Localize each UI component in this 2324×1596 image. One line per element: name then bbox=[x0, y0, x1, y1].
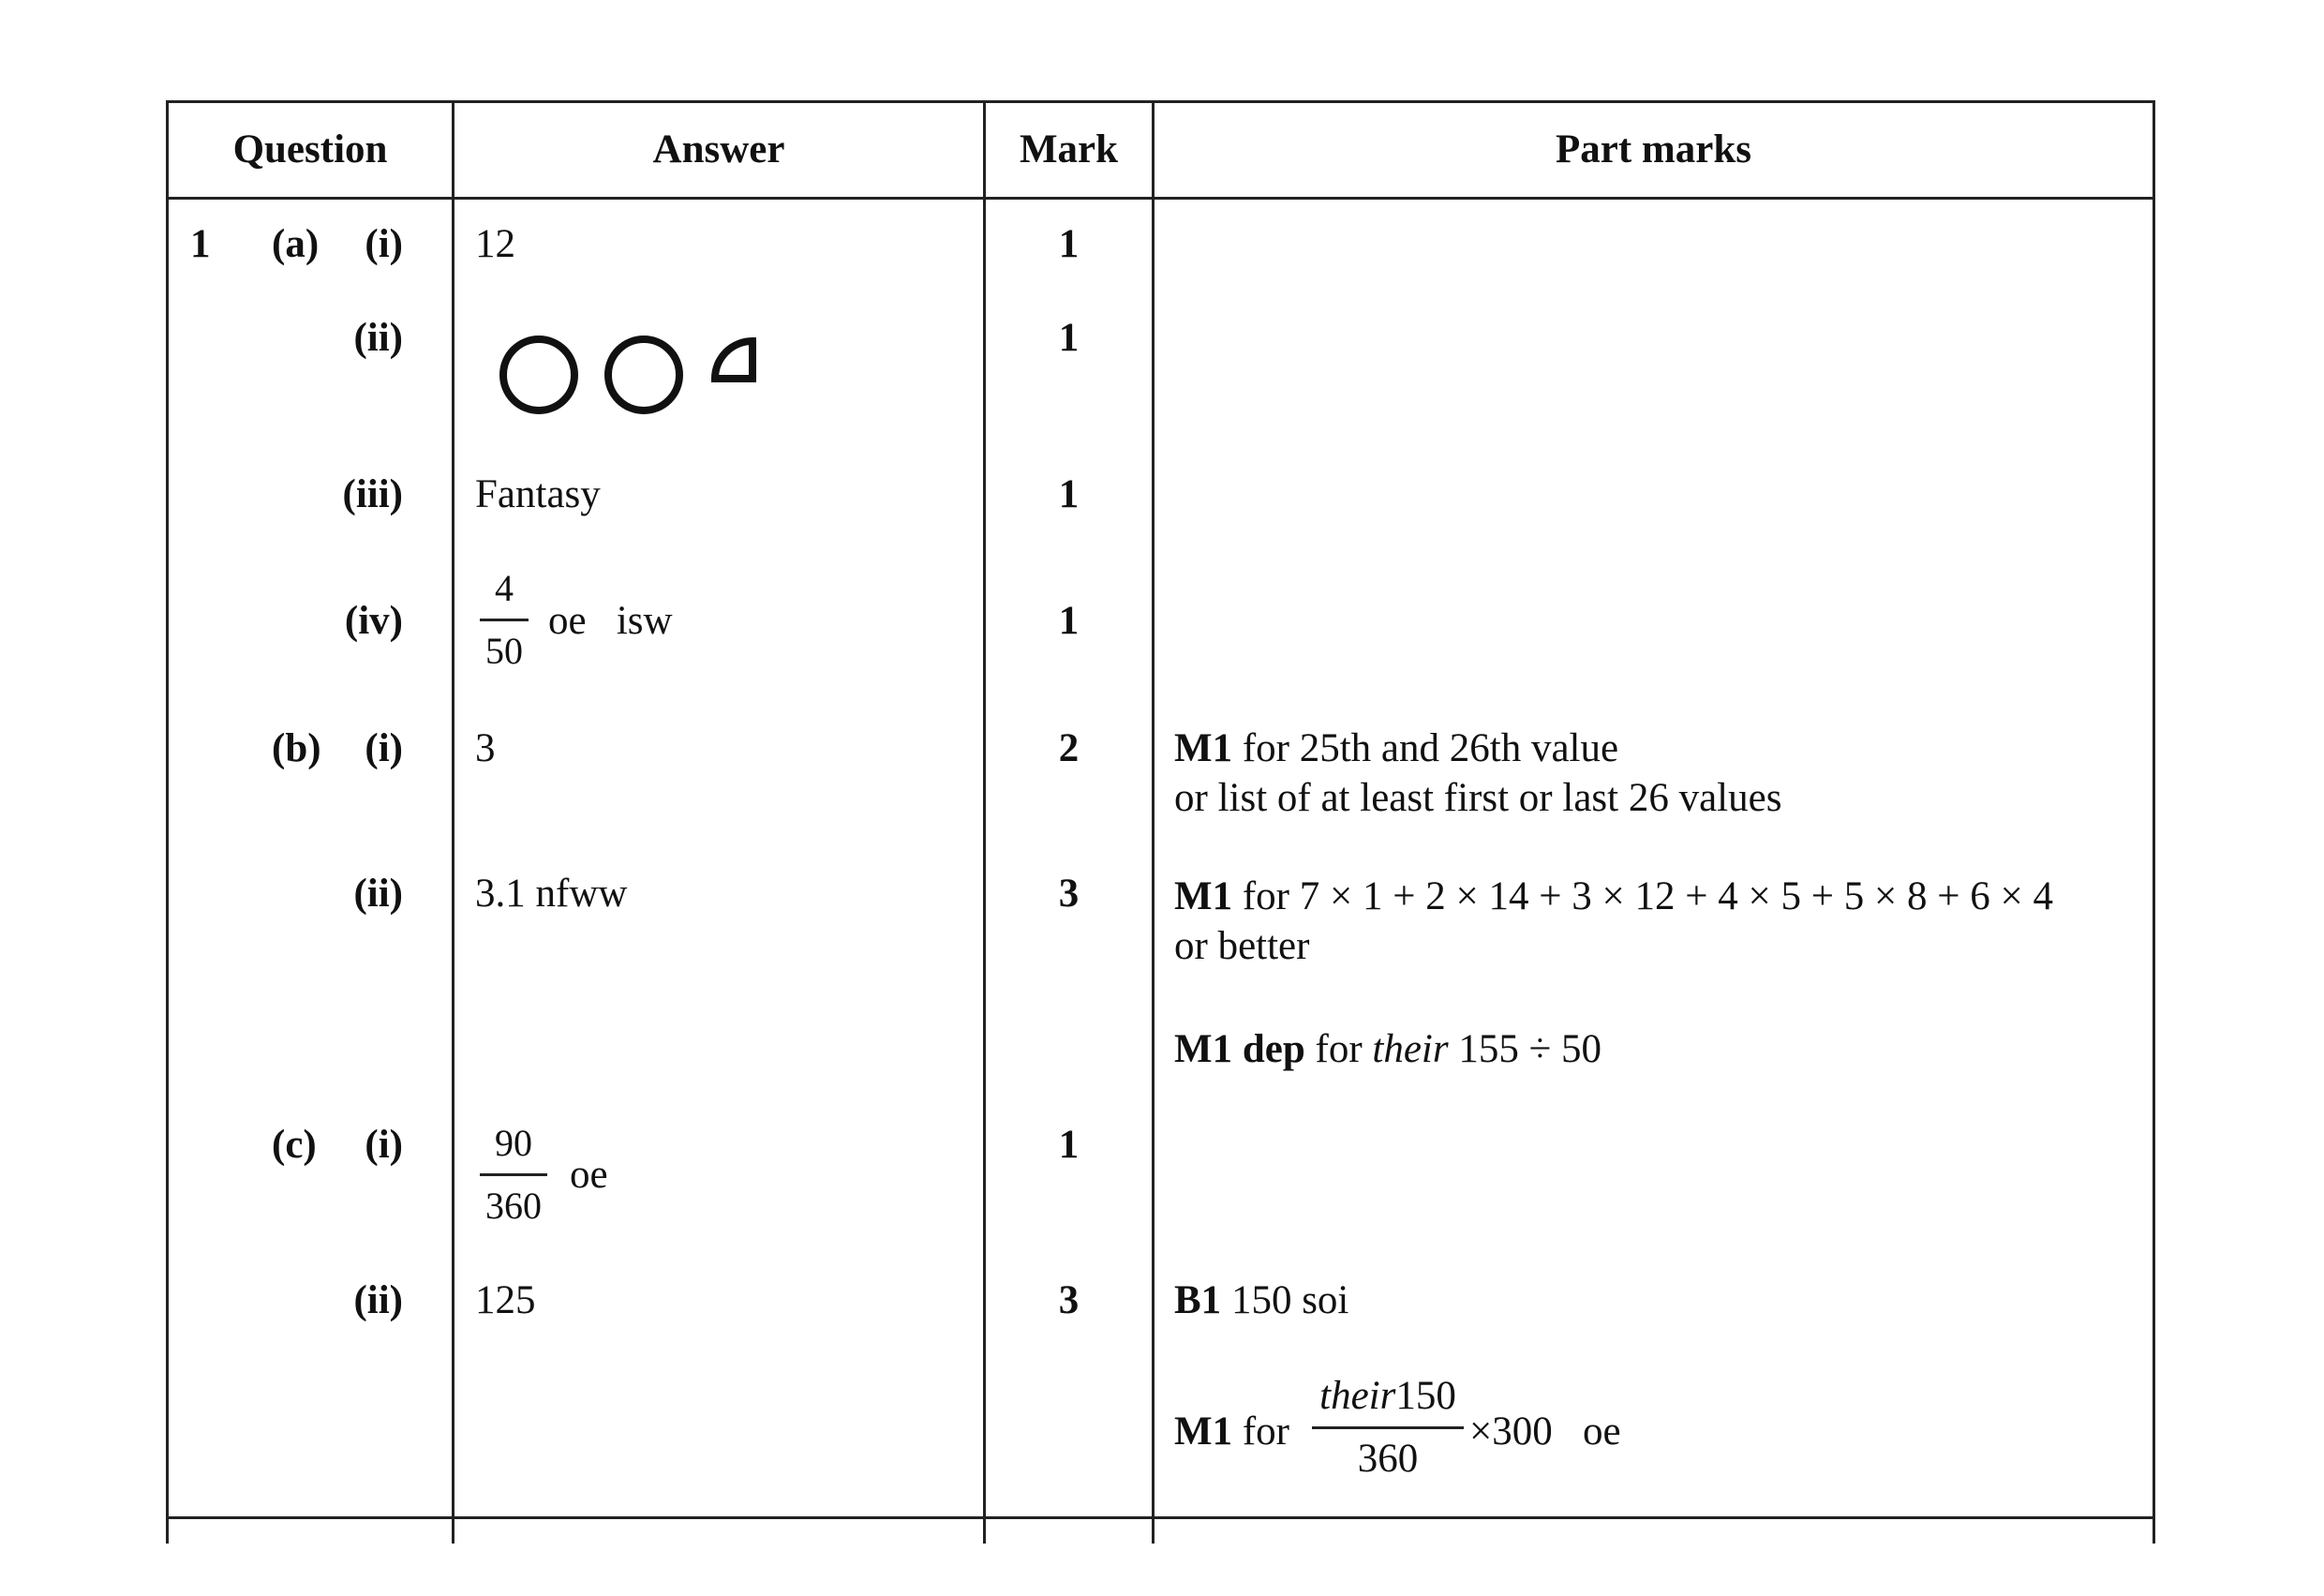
mark-code: M1 bbox=[1174, 726, 1233, 770]
part-mark-guidance bbox=[1174, 873, 2053, 921]
answer-suffix: oe isw bbox=[548, 599, 673, 643]
answer-text: 12 bbox=[475, 222, 515, 266]
part-mark-guidance bbox=[1174, 724, 1618, 773]
fraction-denominator: 360 bbox=[1357, 1437, 1419, 1481]
guidance-fraction bbox=[1312, 1370, 1464, 1485]
fraction-bar bbox=[1312, 1426, 1464, 1429]
guidance-text: for 7 × 1 + 2 × 14 + 3 × 12 + 4 × 5 + 5 × 8 + 6 × 4 bbox=[1232, 874, 2053, 918]
table-right-border bbox=[2153, 100, 2155, 1544]
pictogram-answer bbox=[492, 328, 773, 422]
column-divider-part-marks bbox=[1152, 100, 1155, 1544]
mark-value: 1 bbox=[1058, 599, 1080, 643]
part-mark-guidance bbox=[1174, 1025, 1601, 1074]
mark-value: 1 bbox=[1058, 1123, 1080, 1167]
question-subpart-label: (i) bbox=[365, 726, 403, 770]
answer-text: 125 bbox=[475, 1278, 536, 1322]
guidance-italic: their bbox=[1372, 1027, 1449, 1071]
guidance-text: ×300 oe bbox=[1469, 1410, 1621, 1454]
mark-code: B1 bbox=[1174, 1278, 1222, 1322]
guidance-text: for bbox=[1304, 1027, 1373, 1071]
fraction-numerator bbox=[1319, 1370, 1456, 1423]
answer-text: 3.1 nfww bbox=[475, 872, 628, 916]
table-left-border bbox=[166, 100, 169, 1544]
question-part-label: (c) bbox=[272, 1123, 317, 1167]
question-subpart-label: (i) bbox=[365, 222, 403, 266]
column-divider-answer bbox=[452, 100, 454, 1544]
answer-suffix: oe bbox=[570, 1153, 608, 1197]
mark-value: 3 bbox=[1058, 872, 1080, 916]
table-top-border bbox=[166, 100, 2155, 103]
guidance-italic: their bbox=[1319, 1374, 1396, 1418]
question-part-label: (b) bbox=[272, 726, 321, 770]
header-part-marks: Part marks bbox=[1556, 127, 1751, 172]
guidance-text: for 25th and 26th value bbox=[1232, 726, 1619, 770]
question-subpart-label: (ii) bbox=[353, 1278, 403, 1322]
table-bottom-border bbox=[166, 1516, 2155, 1519]
question-part-label: (a) bbox=[272, 222, 320, 266]
part-mark-guidance bbox=[1174, 1408, 1289, 1456]
mark-value: 3 bbox=[1058, 1278, 1080, 1322]
question-subpart-label: (iii) bbox=[342, 472, 403, 516]
fraction-denominator: 360 bbox=[485, 1185, 542, 1227]
fraction-denominator: 50 bbox=[485, 630, 523, 672]
header-question: Question bbox=[232, 127, 388, 172]
guidance-text: or list of at least first or last 26 values bbox=[1174, 776, 1782, 820]
circle-icon bbox=[503, 339, 574, 410]
question-subpart-label: (i) bbox=[365, 1123, 403, 1167]
mark-value: 1 bbox=[1058, 472, 1080, 516]
guidance-text: for bbox=[1232, 1410, 1289, 1454]
mark-code: M1 bbox=[1174, 874, 1233, 918]
part-mark-guidance bbox=[1174, 1276, 1348, 1325]
fraction-bar bbox=[480, 619, 529, 621]
circle-icon bbox=[608, 339, 679, 410]
fraction-numerator: 90 bbox=[495, 1122, 532, 1164]
question-subpart-label: (iv) bbox=[344, 599, 403, 643]
question-subpart-label: (ii) bbox=[353, 316, 403, 360]
question-subpart-label: (ii) bbox=[353, 872, 403, 916]
fraction-bar bbox=[480, 1173, 547, 1176]
answer-text: Fantasy bbox=[475, 472, 601, 516]
mark-value: 1 bbox=[1058, 316, 1080, 360]
answer-fraction bbox=[480, 562, 529, 678]
quarter-circle-icon bbox=[715, 341, 752, 379]
fraction-numerator-value: 150 bbox=[1395, 1374, 1456, 1418]
mark-value: 2 bbox=[1058, 726, 1080, 770]
answer-fraction bbox=[480, 1117, 547, 1232]
mark-value: 1 bbox=[1058, 222, 1080, 266]
header-mark: Mark bbox=[1019, 127, 1119, 172]
mark-code: M1 dep bbox=[1174, 1027, 1305, 1071]
answer-text: 3 bbox=[475, 726, 496, 770]
guidance-text: 150 soi bbox=[1221, 1278, 1349, 1322]
fraction-numerator: 4 bbox=[495, 567, 514, 609]
guidance-text: 155 ÷ 50 bbox=[1448, 1027, 1601, 1071]
header-bottom-border bbox=[166, 197, 2155, 200]
guidance-text: or better bbox=[1174, 924, 1310, 968]
question-number: 1 bbox=[190, 222, 211, 266]
mark-code: M1 bbox=[1174, 1410, 1233, 1454]
header-answer: Answer bbox=[652, 127, 785, 172]
